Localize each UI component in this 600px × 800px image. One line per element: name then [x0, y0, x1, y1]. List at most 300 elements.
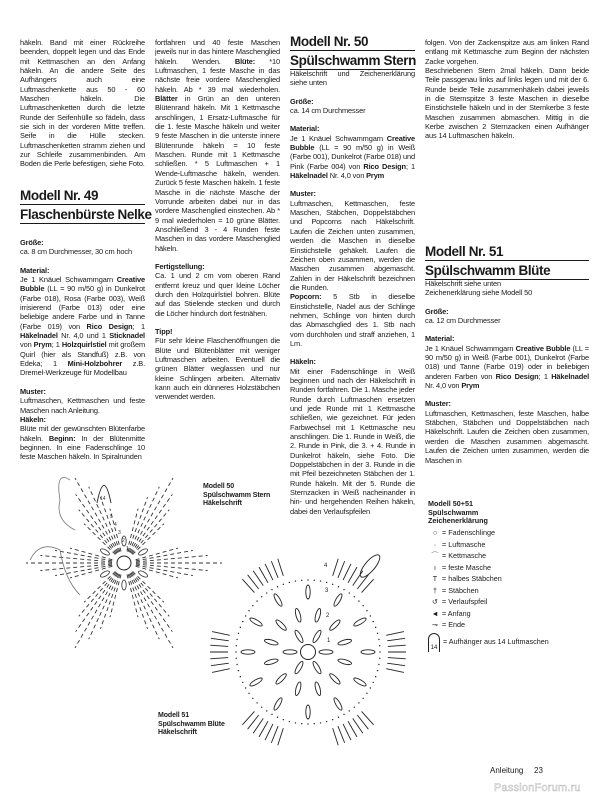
petal-round-2	[328, 672, 341, 685]
chain-stitch	[338, 586, 339, 587]
petal-round-2	[264, 638, 279, 646]
direction-arrow-icon: ↺	[431, 597, 439, 606]
chain-stitch	[379, 651, 380, 652]
star-stitch-line	[76, 573, 117, 632]
text-run: Blüte mit der gewünschten Blütenfarbe häkeln.	[20, 424, 145, 443]
model-title: Spülschwamm Stern	[290, 53, 416, 68]
chain-stitch	[343, 714, 344, 715]
chain-icon: ·	[433, 539, 437, 549]
legend-item	[428, 562, 549, 574]
chain-stitch	[240, 676, 241, 677]
petal-round-2	[294, 681, 302, 696]
legend-label: = Anfang	[442, 608, 471, 618]
bold-text: Sticknadel	[109, 331, 145, 341]
column-1-body	[20, 238, 145, 462]
flower-center-loop	[301, 645, 316, 660]
legend-item	[428, 551, 549, 563]
legend-title: Zeichenerklärung	[428, 516, 488, 525]
chain-stitch	[354, 596, 355, 597]
chain-stitch	[252, 605, 253, 606]
paragraph	[20, 247, 145, 256]
chain-stitch	[295, 580, 296, 581]
petal-round-1	[294, 629, 305, 643]
legend-label: = Verlaufspfeil	[442, 597, 488, 606]
petal-round-2	[314, 608, 322, 623]
chain-stitch	[373, 621, 374, 622]
paragraph	[290, 199, 415, 292]
star-stitch-line	[40, 555, 112, 561]
legend-label: = feste Masche	[442, 562, 491, 572]
chain-stitch	[379, 658, 380, 659]
outer-stitch	[211, 663, 229, 666]
outer-stitch	[333, 728, 339, 745]
paragraph	[155, 336, 280, 401]
outer-stitch	[271, 726, 278, 743]
chain-stitch	[277, 717, 278, 718]
petal-round-2	[275, 619, 288, 632]
outer-stitch	[348, 721, 357, 737]
chain-stitch	[295, 722, 296, 723]
bold-text: Prym	[33, 340, 52, 350]
end-icon: ⊸	[431, 620, 439, 629]
chain-stitch	[377, 633, 378, 634]
text-run: fortfahren und 40 feste Maschen jeweils nur in das hintere Maschenglied häkeln. Wenden.	[155, 38, 280, 66]
chain-stitch	[256, 702, 257, 703]
chain-stitch	[370, 687, 371, 688]
heading-model-51	[425, 244, 589, 282]
text-run: Je 1 Knäuel Schwammgarn	[20, 275, 117, 285]
text-run: Häkelschrift siehe unten	[425, 279, 501, 288]
paragraph	[20, 424, 145, 461]
popcorn-stitch	[100, 570, 111, 579]
petal-round-3	[249, 617, 263, 628]
chain-stitch	[236, 645, 237, 646]
legend-label: = halbes Stäbchen	[442, 574, 502, 583]
text-run: häkeln. Band mit einer Rückreihe beenden, doppelt legen und das Ende mit Kettmaschen an den Anfang häkeln. An die andere Seite des Aufhängers auch eine Luftmaschenkette aus 50 - 60 Maschen häkeln. Die Luftmaschenketten durch die letzte Runde der Seifenhülle so fädeln, dass sie sich in der vorderen Mitte treffen. Seife in die Hülle stecken. Luftmaschenketten stramm ziehen und zur Schleife zusammenbinden. Am Boden die Perle befestigen, siehe Foto.	[20, 38, 145, 169]
round-number: 2	[122, 538, 125, 544]
paragraph	[290, 367, 415, 517]
chain-stitch	[332, 584, 333, 585]
petal-round-1	[294, 660, 305, 674]
legend-item	[428, 608, 549, 620]
outer-stitch	[210, 658, 228, 659]
section-label: Größe:	[20, 238, 44, 247]
popcorn-stitch	[100, 548, 111, 557]
chain-stitch	[236, 658, 237, 659]
legend-title: Spülschwamm	[428, 507, 479, 517]
paragraph	[425, 66, 589, 141]
chain-stitch	[271, 714, 272, 715]
chain-stitch	[375, 676, 376, 677]
chain-stitch	[261, 706, 262, 707]
caption-model-51	[158, 712, 225, 738]
petal-round-3	[353, 617, 367, 628]
bold-text: Häkelnadel	[551, 371, 590, 381]
outer-stitch	[348, 567, 357, 583]
petal-round-2	[328, 619, 341, 632]
chain-stitch	[245, 615, 246, 616]
chain-stitch	[378, 664, 379, 665]
star-stitch-line	[89, 574, 119, 639]
text-run: mit großem Quirl (hier als Standfuß) z.B. von Edeka; 1	[20, 340, 146, 369]
round-number: 2	[326, 613, 330, 619]
chain-stitch	[358, 600, 359, 601]
chain-stitch	[289, 582, 290, 583]
slip-stitch-icon: ⌒	[431, 551, 439, 560]
loop-icon: ○	[432, 528, 438, 537]
outer-stitch	[387, 638, 405, 641]
model-title: Flaschenbürste Nelke	[20, 207, 152, 222]
text-run: Luftmaschen, Kettmaschen, feste Maschen, Stäbchen, Doppelstäbchen und Popcorns nach Häkelschrift. Laufen die Zeichen unten zusammen, werden die Maschen in dieselbe Einstichstelle gehäkelt. Laufen die Zeichen oben zusammen, werden die Maschen zusammen abgemascht. Zahlen in der Häkelschrift bezeichnen die Runden.	[290, 198, 415, 292]
chain-stitch	[242, 621, 243, 622]
legend-item	[428, 631, 549, 653]
outer-stitch	[278, 559, 284, 576]
text-run: Zeichenerklärung siehe Modell 50	[425, 288, 533, 298]
chain-stitch	[238, 670, 239, 671]
text-run: (LL = 90 m/50 g) in Dunkelrot (Farbe 018), Rosa (Farbe 003), Weiß irrisierend (Farbe 013) oder eine beliebige andere Farbe und in Tanne (Farbe 019) von	[20, 284, 145, 331]
bold-text: Häkelnadel	[290, 171, 328, 181]
text-run: ca. 14 cm Durchmesser	[290, 106, 366, 116]
section-label: Fertigstellung:	[155, 261, 205, 271]
outer-stitch	[386, 632, 404, 636]
outer-stitch	[333, 559, 339, 576]
chain-stitch	[314, 723, 315, 724]
text-run: Beschriebenen Stern 2mal häkeln. Dann beide Teile passgenau links auf links legen und mit der 6. Runde beide Teile zusammenhäkeln dabei jeweils in die Sternspitze 3 feste Maschen in dieselbe Einstichstelle häkeln und in der Sternkerbe 3 feste Maschen zusammen abmaschen. Mittig in die Kerbe zwischen 2 Sternzacken einen Aufhänger aus 14 Luftmaschen häkeln.	[425, 66, 589, 141]
chain-stitch	[377, 670, 378, 671]
bold-text: Creative Bubble	[20, 275, 145, 294]
outer-stitch	[271, 561, 278, 578]
chain-stitch	[289, 721, 290, 722]
section-label: Muster:	[290, 189, 316, 199]
legend-item	[428, 539, 549, 551]
caption-model-50	[203, 483, 270, 509]
outer-stitch	[259, 721, 268, 737]
text-run: Nr. 4,0 und 1	[57, 331, 110, 341]
text-run: von	[20, 340, 34, 350]
column-2	[155, 38, 280, 402]
popcorn-stitch	[138, 570, 149, 579]
chain-stitch	[320, 722, 321, 723]
chain-stitch	[238, 633, 239, 634]
chain-stitch	[266, 710, 267, 711]
petal-round-1	[319, 650, 333, 654]
section-label: Material:	[20, 265, 50, 275]
outer-stitch	[343, 564, 351, 580]
legend-label: = Stäbchen	[442, 585, 479, 595]
text-run: Häkelschrift und Zeichenerklärung siehe unten	[290, 69, 415, 88]
text-run: in Grün an den unteren Blütenrand häkeln. Mit 1 Kettmasche anschlingen, 1 Ersatz-Luftmasche für die 1. feste Masche häkeln und weiter 9 feste Maschen in die unterste innere Blütenrunde häkeln = 10 feste Maschen. Runde mit 1 Kettmasche schließen. * 5 Luftmaschen + 1 Wende-Luftmasche häkeln, wenden. Zurück 5 feste Maschen häkeln. 1 feste Masche in die nächste Masche der Vorrunde arbeiten dabei nur in das vordere Maschenglied einstechen. Ab * 9 mal wiederholen = 10 grüne Blätter. Anschließend 3 - 4 Runden feste Maschen in das vordere Maschenglied häkeln.	[155, 94, 280, 253]
chain-stitch	[248, 693, 249, 694]
text-run: Nr. 4,0 von	[425, 381, 462, 391]
star-stitch-line	[129, 487, 159, 552]
chain-stitch	[343, 589, 344, 590]
petal-round-1	[283, 650, 297, 654]
heading-model-50	[290, 34, 415, 72]
section-label: Muster:	[425, 399, 451, 409]
star-stitch-line	[132, 572, 170, 616]
petal-round-3	[361, 650, 375, 654]
column-3	[290, 69, 415, 516]
outer-stitch	[343, 724, 351, 740]
symbol-legend	[428, 500, 549, 653]
star-stitch-line	[100, 497, 120, 552]
chain-stitch	[314, 580, 315, 581]
chain-stitch	[362, 605, 363, 606]
round-number: 4	[114, 522, 117, 528]
double-crochet-icon: †	[433, 585, 437, 595]
star-stitch-line	[76, 494, 117, 553]
chain-stitch	[242, 682, 243, 683]
chain-stitch	[301, 723, 302, 724]
chain-stitch	[320, 580, 321, 581]
bold-text: Blüte:	[234, 56, 256, 66]
petal-round-2	[337, 638, 352, 646]
bold-text: Rico Design	[495, 371, 539, 381]
model-number: Modell Nr. 49	[20, 188, 145, 205]
bold-text: Beginn:	[48, 433, 76, 443]
legend-label: = Fadenschlinge	[442, 528, 495, 537]
watermark: PassionForum.ru	[494, 782, 581, 794]
text-run: ; 1	[405, 161, 416, 171]
paragraph	[20, 396, 145, 415]
section-label: Material:	[290, 124, 320, 134]
chain-stitch	[375, 627, 376, 628]
petal-round-3	[249, 677, 263, 688]
legend-item	[428, 528, 549, 540]
section-label: Tipp!	[155, 326, 173, 336]
chain-stitch	[256, 600, 257, 601]
chain-stitch	[370, 615, 371, 616]
text-run: 5 Stb in dieselbe Einstichstelle, Nadel aus der Schlinge nehmen, Schlinge von hinten durch das Abmaschglied des 1. Stb nach vorn durchholen und straff anziehen, 1 Lm.	[290, 292, 415, 348]
legend-label: = Ende	[442, 620, 465, 629]
bold-text: Popcorn:	[290, 292, 322, 302]
chain-stitch	[358, 702, 359, 703]
bold-text: Creative Bubble	[515, 343, 571, 353]
bold-text: Prym	[366, 171, 385, 181]
chain-stitch	[373, 682, 374, 683]
page-number: 23	[534, 766, 543, 775]
petal-round-1	[312, 660, 323, 674]
text-run: *10 Luftmaschen, 1 feste Masche in das nächste freie vordere Maschenglied häkeln. Ab * 39 mal wiederholen.	[155, 56, 281, 94]
section-label: Muster:	[20, 386, 46, 396]
chain-stitch	[283, 584, 284, 585]
bold-text: Prym	[461, 381, 480, 391]
star-stitch-line	[136, 555, 208, 561]
caption-line: Modell 50	[203, 483, 234, 490]
chain-stitch	[379, 645, 380, 646]
chain-stitch	[301, 580, 302, 581]
chain-stitch	[277, 586, 278, 587]
caption-line: Spülschwamm Blüte	[158, 720, 225, 728]
model-title: Spülschwamm Blüte	[425, 263, 589, 280]
section-label: Größe:	[425, 306, 449, 316]
chain-stitch	[362, 698, 363, 699]
petal-round-3	[306, 705, 310, 719]
paragraph	[290, 69, 415, 88]
bold-text: Blätter	[155, 94, 178, 104]
legend-label: = Kettmasche	[442, 551, 487, 560]
chain-stitch	[366, 693, 367, 694]
single-crochet-icon: ı	[434, 562, 436, 572]
star-stitch-line	[131, 494, 172, 553]
chain-stitch	[236, 639, 237, 640]
paragraph	[425, 409, 589, 465]
chain-stitch	[349, 592, 350, 593]
petal-round-2	[314, 681, 322, 696]
legend-title: Modell 50+51	[428, 499, 473, 508]
text-run: Luftmaschen, Kettmaschen und feste Maschen nach Anleitung.	[20, 396, 145, 415]
round-number: 3	[325, 588, 329, 594]
text-run: Luftmaschen, Kettmaschen, feste Maschen, halbe Stäbchen, Stäbchen und Doppelstäbchen nach Häkelschrift. Laufen die Zeichen oben zusammen, werden die Maschen zusammen abgemascht. Laufen die Zeichen unten zusammen, werden die Maschen in	[425, 408, 589, 465]
legend-label: = Luftmasche	[442, 539, 486, 549]
caption-line: Modell 51	[158, 712, 189, 719]
star-stitch-line	[79, 572, 117, 616]
heading-model-49	[20, 188, 152, 226]
bold-text: Creative Bubble	[290, 133, 415, 153]
popcorn-stitch	[122, 580, 126, 590]
round-number: 4	[324, 563, 328, 569]
text-run: Je 1 Knäuel Schwammgarn	[425, 343, 516, 353]
bold-text: Mini-Holzbohrer	[67, 359, 123, 369]
petal-round-3	[333, 593, 344, 607]
hanger-loop	[357, 552, 383, 580]
caption-line: Spülschwamm Stern	[203, 491, 271, 499]
hanger-icon: 14	[428, 633, 440, 652]
chain-stitch	[266, 592, 267, 593]
legend-item	[428, 597, 549, 609]
star-center-loop	[117, 556, 131, 570]
caption-line: Häkelschrift	[203, 500, 242, 507]
chain-stitch	[248, 610, 249, 611]
petal-round-3	[353, 677, 367, 688]
outer-stitch	[265, 564, 273, 580]
star-stitch-line	[128, 497, 148, 552]
chain-stitch	[252, 698, 253, 699]
chain-stitch	[261, 596, 262, 597]
paragraph	[425, 288, 589, 297]
legend-item	[428, 620, 549, 632]
petal-round-1	[312, 629, 323, 643]
text-run: In der Blütenmitte beginnen. In eine Fadenschlinge 10 feste Maschen häkeln. In Spiralrunden	[20, 433, 145, 462]
column-4-body	[425, 279, 589, 465]
text-run: (LL = 90 m/50 g) in Weiß (Farbe 001), Dunkelrot (Farbe 018) und Tanne (Farbe 019) oder in beliebigen anderen Farben von	[425, 343, 589, 381]
outer-stitch	[338, 561, 345, 578]
text-run: Mit einer Fadenschlinge in Weiß beginnen und nach der Häkelschrift in Runden fortfahren. Die 1. Masche jeder Runde durch Luftmaschen ersetzen und jede Runde mit 1 Kettmasche schließen, wie gezeichnet. Für jeden Farbwechsel mit 1 Kettmasche neu anschlingen. Die 1. Runde in Weiß, die 2. Runde in Pink, die 3. + 4. Runde in Dunkelrot häkeln, siehe Foto. Die Doppelstäbchen in der 3. Runde in die mit Pfeil bezeichneten Stäbchen der 1. Runde häkeln. Mit der 5. Runde die Sternzacken in Weiß nacheinander in hin- und hergehenden Reihen häkeln, dabei den Verlaufspfeilen	[290, 366, 415, 516]
star-stitch-line	[40, 564, 112, 570]
text-run: Für sehr kleine Flaschenöffnungen die Blüte und Blütenblätter mit weniger Luftmaschen arbeiten. Eventuell die grünen Blätter weglassen und nur kleine Schlingen arbeiten. Alternativ kann auch ein dünneres Holzstäbchen verwendet werden.	[155, 336, 280, 402]
chain-stitch	[378, 639, 379, 640]
petal-round-3	[241, 650, 255, 654]
outer-stitch	[265, 724, 273, 740]
chain-stitch	[326, 582, 327, 583]
paragraph	[20, 38, 145, 169]
outer-stitch	[259, 567, 268, 583]
paragraph	[425, 38, 589, 66]
text-run: Ca. 1 und 2 cm vom oberen Rand entfernt kreuz und quer kleine Löcher durch den Holzquirlstiel bohren. Blüte auf das Stielende stecken und durch die Löcher hindurch dort festnähen.	[155, 271, 280, 318]
outer-stitch	[210, 645, 228, 646]
chain-stitch	[366, 610, 367, 611]
text-run: ca. 12 cm Durchmesser	[425, 316, 501, 326]
star-stitch-line	[129, 574, 159, 639]
chain-stitch	[235, 651, 236, 652]
outer-stitch	[386, 669, 404, 673]
chain-stitch	[283, 719, 284, 720]
bold-text: Rico Design	[86, 321, 133, 331]
chain-stitch	[240, 627, 241, 628]
model-number: Modell Nr. 50	[290, 34, 415, 51]
paragraph	[155, 38, 280, 253]
paragraph	[290, 106, 415, 115]
half-double-icon: T	[432, 574, 438, 583]
chain-stitch	[307, 579, 308, 580]
round-number: 3	[118, 530, 121, 536]
chain-stitch	[307, 723, 308, 724]
text-run: Nr. 4,0 von	[327, 171, 367, 181]
round-number: 1	[327, 638, 331, 644]
direction-arrow	[30, 478, 80, 596]
legend-item	[428, 585, 549, 597]
column-1-intro	[20, 38, 145, 169]
paragraph	[155, 271, 280, 318]
text-run: z.B. Dremel-Werkzeuge für Modellbau	[20, 359, 145, 378]
star-stitch-line	[100, 574, 120, 629]
bold-text: Rico Design	[363, 161, 406, 171]
paragraph	[290, 134, 415, 181]
section-label: Häkeln:	[290, 357, 316, 367]
text-run: (LL = 90 m/50 g) in Weiß (Farbe 001), Dunkelrot (Farbe 018) und Pink (Farbe 004) von	[290, 143, 415, 171]
model-number: Modell Nr. 51	[425, 244, 589, 261]
outer-stitch	[338, 726, 345, 743]
petal-round-2	[294, 608, 302, 623]
chain-stitch	[354, 706, 355, 707]
outer-stitch	[388, 645, 406, 646]
star-stitch-line	[132, 510, 170, 554]
column-4-intro	[425, 38, 589, 141]
paragraph	[425, 316, 589, 325]
text-run: ; 1	[132, 321, 146, 331]
star-stitch-line	[136, 564, 208, 570]
petal-round-3	[273, 593, 284, 607]
footer-section: Anleitung	[490, 766, 524, 775]
round-number: 1	[126, 546, 129, 552]
chain-stitch	[326, 721, 327, 722]
bold-text: Holzquirlstiel	[61, 340, 107, 350]
outer-stitch	[278, 728, 284, 745]
section-label: Größe:	[290, 96, 314, 106]
outer-stitch	[211, 638, 229, 641]
paragraph	[20, 275, 145, 378]
paragraph	[290, 292, 415, 348]
legend-label: = Aufhänger aus 14 Luftmaschen	[443, 636, 549, 646]
chain-stitch	[271, 589, 272, 590]
section-label: Material:	[425, 334, 455, 344]
section-label: Häkeln:	[20, 414, 46, 424]
petal-round-3	[333, 697, 344, 711]
outer-stitch	[387, 663, 405, 666]
petal-round-3	[306, 585, 310, 599]
chain-stitch	[338, 717, 339, 718]
outer-stitch	[388, 658, 406, 659]
start-icon: ◄	[431, 608, 439, 618]
text-run: Je 1 Knäuel Schwammgarn	[290, 133, 387, 143]
outer-stitch	[212, 669, 230, 673]
paragraph	[425, 279, 589, 288]
popcorn-stitch	[138, 548, 149, 557]
chain-stitch	[245, 687, 246, 688]
petal-round-2	[275, 672, 288, 685]
legend-item	[428, 574, 549, 586]
caption-line: Häkelschrift	[158, 729, 197, 736]
